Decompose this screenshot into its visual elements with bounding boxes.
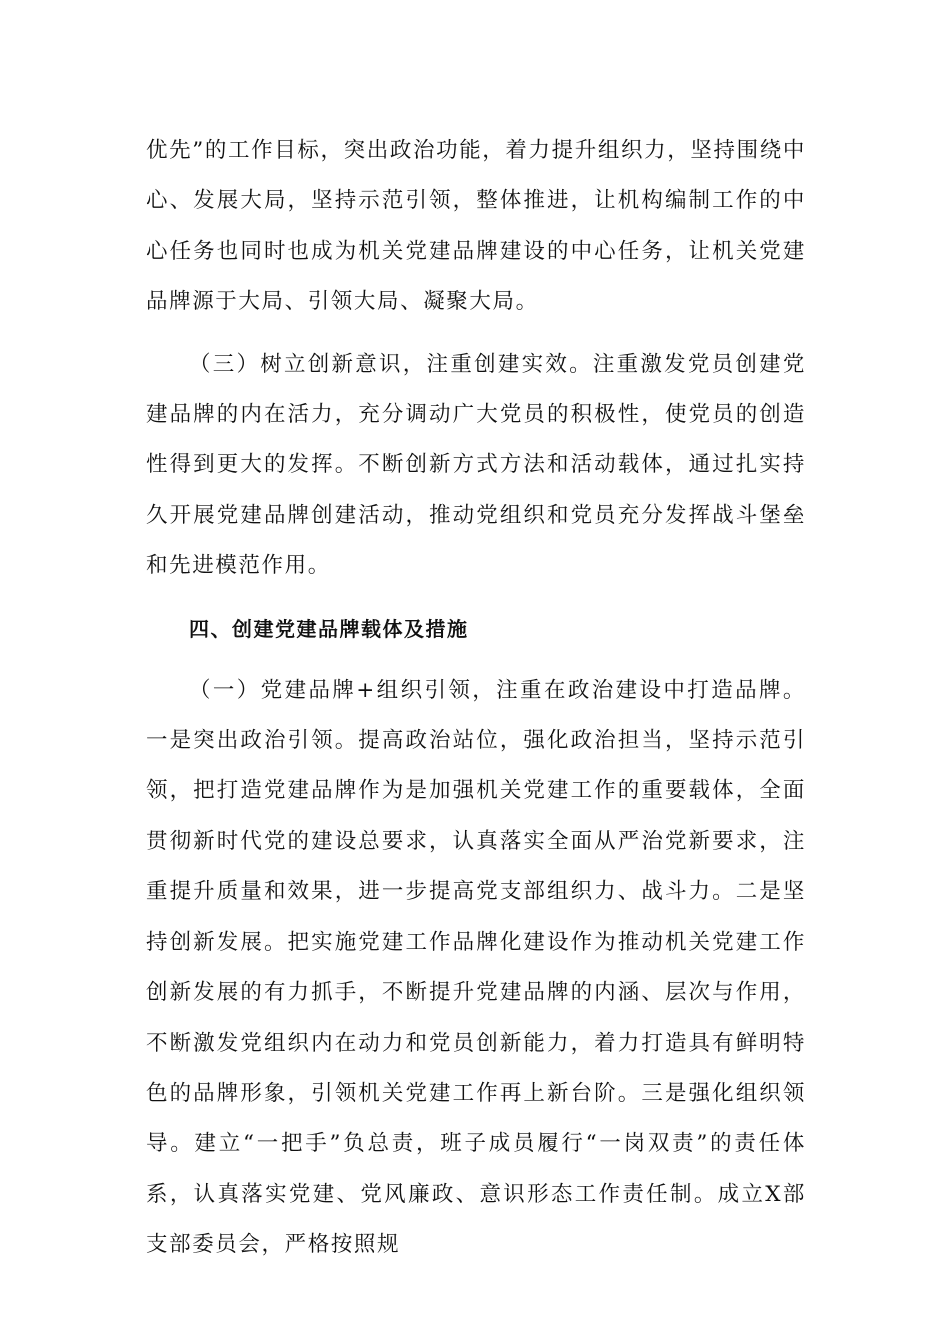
document-body: [146, 126, 806, 1271]
paragraph-gap: [146, 592, 806, 604]
paragraph-organization-leadership: （一）党建品牌+组织引领，注重在政治建设中打造品牌。一是突出政治引领。提高政治站位，强化政治担当，坚持示范引领，把打造党建品牌作为是加强机关党建工作的重要载体，全面贯彻新时代党的建设总要求，认真落实全面从严治党新要求，注重提升质量和效果，进一步提高党支部组织力、战斗力。二是坚持创新发展。把实施党建工作品牌化建设作为推动机关党建工作创新发展的有力抓手，不断提升党建品牌的内涵、层次与作用，不断激发党组织内在动力和党员创新能力，着力打造具有鲜明特色的品牌形象，引领机关党建工作再上新台阶。三是强化组织领导。建立“一把手”负总责，班子成员履行“一岗双责”的责任体系，认真落实党建、党风廉政、意识形态工作责任制。成立X部支部委员会，严格按照规: [146, 677, 806, 1258]
paragraph-gap: [146, 328, 806, 340]
paragraph-gap: [146, 654, 806, 666]
section-heading: 四、创建党建品牌载体及措施: [189, 616, 469, 641]
paragraph-innovation: （三）树立创新意识，注重创建实效。注重激发党员创建党建品牌的内在活力，充分调动广大党员的积极性，使党员的创造性得到更大的发挥。不断创新方式方法和活动载体，通过扎实持久开展党建品牌创建活动，推动党组织和党员充分发挥战斗堡垒和先进模范作用。: [146, 351, 806, 579]
paragraph-continuation: 优先”的工作目标，突出政治功能，着力提升组织力，坚持围绕中心、发展大局，坚持示范引领，整体推进，让机构编制工作的中心任务也同时也成为机关党建品牌建设的中心任务，让机关党建品牌源于大局、引领大局、凝聚大局。: [146, 138, 806, 315]
